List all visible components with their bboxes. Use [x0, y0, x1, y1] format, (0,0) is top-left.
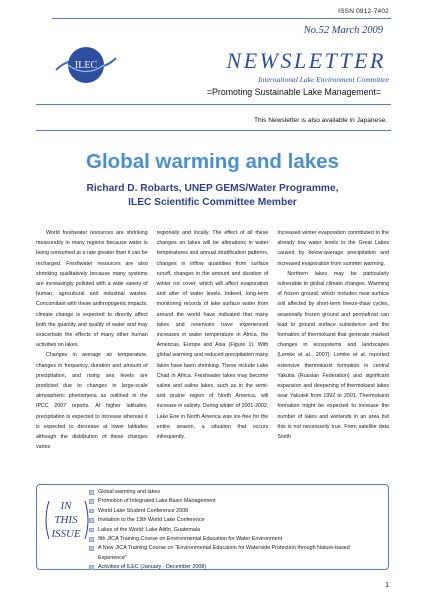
byline-author: Richard D. Robarts, UNEP GEMS/Water Programme, — [86, 183, 339, 194]
contents-item[interactable]: World Lake Student Conference 2008 — [89, 507, 379, 516]
contents-item[interactable]: Promotion of Integrated Lake Basin Management — [89, 497, 379, 506]
organization-name: International Lake Environment Committee — [258, 75, 389, 84]
paragraph: regionally and locally. The effect of all these changes on lakes will be alterations in water temperatures and annual stratification patterns, changes in inflow quantities from surface runoff, changes in the amount and duration of winter ice cover, which will affect evaporation and alter of water levels. Indeed, long-term monitoring records of lake surface water from around the world have indicated that many lakes and reservoirs have experienced increases in water temperature in Africa, the Americas, Europe and Asia (Figure 1). With global warming and reduced precipitation many lakes have been shrinking. These include Lake Chad in Africa. Freshwater lakes may become saline and saline lakes, such as in the semi-arid prairie region of North America, will increase in salinity. During winter of 2001-2002, Lake Erie in North America was ice-free for the entire season, a situation that occurs infrequently. — [156, 230, 269, 441]
header-divider-bottom — [36, 130, 391, 131]
article-headline: Global warming and lakes — [86, 150, 339, 173]
page-number: 1 — [385, 582, 389, 589]
contents-item[interactable]: Global warming and lakes — [89, 488, 379, 497]
label-line: IN — [60, 500, 72, 512]
label-line: ISSUE — [51, 528, 81, 540]
contents-item[interactable]: Activities of ILEC (January - December 2008) — [89, 563, 379, 572]
japanese-availability-note: This Newsletter is also available in Japanese. — [253, 117, 387, 124]
contents-item[interactable]: 9th JICA Training Course on Environmental Education for Water Environment — [89, 535, 379, 544]
in-this-issue-label — [45, 499, 87, 541]
issn: ISSN 0912-7402 — [338, 8, 389, 15]
label-line: THIS — [54, 514, 78, 526]
article-body — [36, 228, 389, 478]
logo-text: ILEC — [74, 60, 98, 71]
article-column-1 — [36, 228, 148, 478]
contents-item[interactable]: A New JICA Training Course on “Environmental Education for Waterside Protection through Nature-based Experience” — [89, 544, 379, 563]
paragraph: Changes in average air temperature, changes in frequency, duration and amount of precipitation, and rising sea levels are predicted due to changes in large-scale atmospheric phenomena as outlined in the IPCC 2007 reports. At higher latitudes, precipitation is expected to increase whereas it is expected to decrease at lower latitudes although the distribution of these changes varies — [36, 352, 148, 451]
tagline: =Promoting Sustainable Lake Management= — [206, 87, 381, 97]
article-column-3 — [277, 228, 389, 478]
paragraph: World freshwater resources are shrinking measurably in many regions because water is being consumed at a rate greater than it can be recharged. Freshwater resources are also shrinking qualitatively because many systems are increasingly polluted with a wide variety of human, agricultural and industrial wastes. Concomitant with these anthropogenic impacts, climate change is expected to directly affect both the quantity and quality of water and may exacerbate the effects of many other human activities on lakes. — [36, 230, 148, 349]
contents-item[interactable]: Invitation to the 13th World Lake Conference — [89, 516, 379, 525]
article-byline — [0, 182, 425, 210]
header-divider — [36, 104, 391, 105]
paragraph: Increased winter evaporation contributed to the already low water levels in the Great Lakes caused by below-average precipitation and increased evaporation from summer warming. — [277, 230, 389, 267]
newsletter-title: NEWSLETTER — [226, 48, 386, 73]
top-divider — [52, 18, 391, 19]
contents-list — [89, 488, 379, 573]
byline-affiliation: ILEC Scientific Committee Member — [128, 197, 297, 208]
contents-item[interactable]: Lakes of the World: Lake Atitln, Guatemala — [89, 526, 379, 535]
in-this-issue-box — [36, 484, 389, 570]
paragraph: Northern lakes may be particularly vulnerable to global climate changes. Warming of frozen ground, which includes near-surface soil affected by short-term freeze-thaw cycles, seasonally frozen ground and permafrost can lead to ground surface subsidence and the formation of thermokarst that generate marked changes in ecosystems and landscapes (Lemke et al., 2007). Lemke et al. reported extensive thermokarst formation in central Yakutia (Russian Federation) and significant expansion and deepening of thermokarst lakes near Yakutsk from 1992 to 2001. Thermokarst formation might be expected to increase the number of lakes and wetlands in an area but this is not necessarily true. From satellite data Smith — [277, 270, 389, 441]
article-column-2 — [157, 228, 269, 478]
ilec-logo — [52, 34, 120, 94]
issue-number: No.52 March 2009 — [303, 25, 383, 36]
